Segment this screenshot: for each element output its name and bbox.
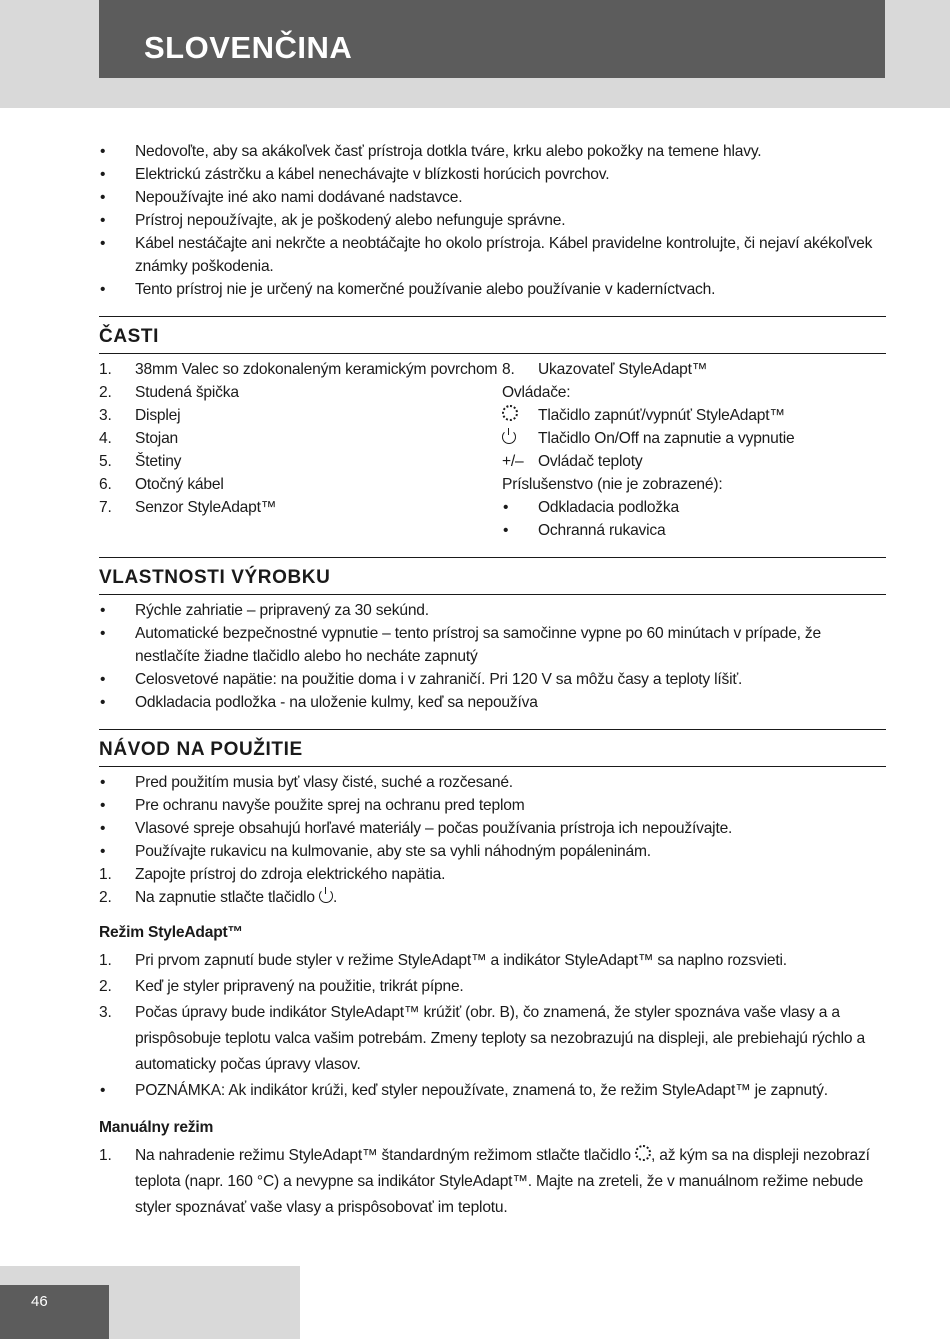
note: • POZNÁMKA: Ak indikátor krúži, keď styler nepoužívate, znamená to, že režim StyleAdapt™ je zapnutý. <box>100 1082 828 1099</box>
list-item: Tlačidlo On/Off na zapnutie a vypnutie <box>502 427 886 450</box>
header-title-box <box>99 0 885 78</box>
safety-list <box>99 140 886 301</box>
list-item: 1. Na nahradenie režimu StyleAdapt™ štandardným režimom stlačte tlačidlo , až kým sa na displeji nezobrazí teplota (napr. 160 °C) a nevypne sa indikátor StyleAdapt™. Majte na zreteli, že v manuálnom režime nebude styler spoznávať vaše vlasy a prispôsobovať im teplotu. <box>99 1147 870 1216</box>
list-item: • Odkladacia podložka <box>503 499 679 516</box>
list-item: Tlačidlo zapnúť/vypnúť StyleAdapt™ <box>502 404 886 427</box>
usage-list <box>99 771 886 909</box>
section-heading-usage: NÁVOD NA POUŽITIE <box>99 729 886 767</box>
list-item: 1. Zapojte prístroj do zdroja elektrického napätia. <box>99 866 446 883</box>
controls-list <box>502 358 886 542</box>
list-item: 1. 38mm Valec so zdokonaleným keramickým povrchom <box>99 361 498 378</box>
styleadapt-icon <box>635 1145 651 1161</box>
manual-steps <box>99 1143 886 1221</box>
list-item: 5. Štetiny <box>99 453 182 470</box>
page-title: SLOVENČINA <box>144 30 353 65</box>
list-item: • Prístroj nepoužívajte, ak je poškodený alebo nefunguje správne. <box>100 212 566 229</box>
list-item: 3. Displej <box>99 407 181 424</box>
list-item: • Pre ochranu navyše použite sprej na ochranu pred teplom <box>100 797 525 814</box>
styleadapt-steps <box>99 948 886 1104</box>
list-item: 7. Senzor StyleAdapt™ <box>99 499 277 516</box>
list-item: 2. Na zapnutie stlačte tlačidlo . <box>99 889 338 906</box>
list-item: • Vlasové spreje obsahujú horľavé materiály – počas používania prístroja ich nepoužívajte. <box>100 820 733 837</box>
controls-label: Ovládače: <box>502 384 571 401</box>
main-content <box>99 140 886 1221</box>
list-item: • Nedovoľte, aby sa akákoľvek časť prístroja dotkla tváre, krku alebo pokožky na temene hlavy. <box>100 143 762 160</box>
list-item: 2. Keď je styler pripravený na použitie, trikrát pípne. <box>99 978 464 995</box>
list-item: • Odkladacia podložka - na uloženie kulmy, keď sa nepoužíva <box>100 694 538 711</box>
list-item: • Ochranná rukavica <box>503 522 666 539</box>
section-heading-parts: ČASTI <box>99 316 886 354</box>
accessories-label: Príslušenstvo (nie je zobrazené): <box>502 476 723 493</box>
styleadapt-icon <box>502 405 518 421</box>
section-heading-features: VLASTNOSTI VÝROBKU <box>99 557 886 595</box>
list-item: • Používajte rukavicu na kulmovanie, aby ste sa vyhli náhodným popáleninám. <box>100 843 651 860</box>
list-item: 1. Pri prvom zapnutí bude styler v režime StyleAdapt™ a indikátor StyleAdapt™ sa naplno rozsvieti. <box>99 952 787 969</box>
list-item: • Kábel nestáčajte ani nekrčte a neobtáčajte ho okolo prístroja. Kábel pravidelne kontrolujte, či nejaví akékoľvek známky poškodenia. <box>100 235 873 275</box>
list-item: • Nepoužívajte iné ako nami dodávané nadstavce. <box>100 189 463 206</box>
power-icon <box>319 889 333 903</box>
list-item: • Pred použitím musia byť vlasy čisté, suché a rozčesané. <box>100 774 513 791</box>
subheading-manual: Manuálny režim <box>99 1119 214 1136</box>
list-item: 4. Stojan <box>99 430 179 447</box>
list-item: +/– Ovládač teploty <box>502 453 643 470</box>
list-item: 8. Ukazovateľ StyleAdapt™ <box>502 361 708 378</box>
list-item: • Celosvetové napätie: na použitie doma i v zahraničí. Pri 120 V sa môžu časy a teploty líšiť. <box>100 671 743 688</box>
list-item: • Automatické bezpečnostné vypnutie – tento prístroj sa samočinne vypne po 60 minútach v prípade, že nestlačíte žiadne tlačidlo alebo ho necháte zapnutý <box>100 625 821 665</box>
page-number-box <box>0 1285 109 1339</box>
list-item: • Tento prístroj nie je určený na komerčné používanie alebo používanie v kaderníctvach. <box>100 281 716 298</box>
features-list <box>99 599 886 714</box>
page-number: 46 <box>31 1293 48 1310</box>
parts-list <box>99 358 502 542</box>
power-icon <box>502 430 516 444</box>
list-item: 2. Studená špička <box>99 384 239 401</box>
subheading-styleadapt: Režim StyleAdapt™ <box>99 924 243 941</box>
list-item: 6. Otočný kábel <box>99 476 224 493</box>
list-item: • Rýchle zahriatie – pripravený za 30 sekúnd. <box>100 602 429 619</box>
parts-columns <box>99 358 886 542</box>
list-item: 3. Počas úpravy bude indikátor StyleAdapt™ krúžiť (obr. B), čo znamená, že styler spoznáva vaše vlasy a a prispôsobuje teplotu valca vašim potrebám. Zmeny teploty sa nezobrazujú na displeji, ale prebiehajú rýchlo a automaticky počas úpravy vlasov. <box>99 1004 865 1073</box>
list-item: • Elektrickú zástrčku a kábel nenechávajte v blízkosti horúcich povrchov. <box>100 166 610 183</box>
